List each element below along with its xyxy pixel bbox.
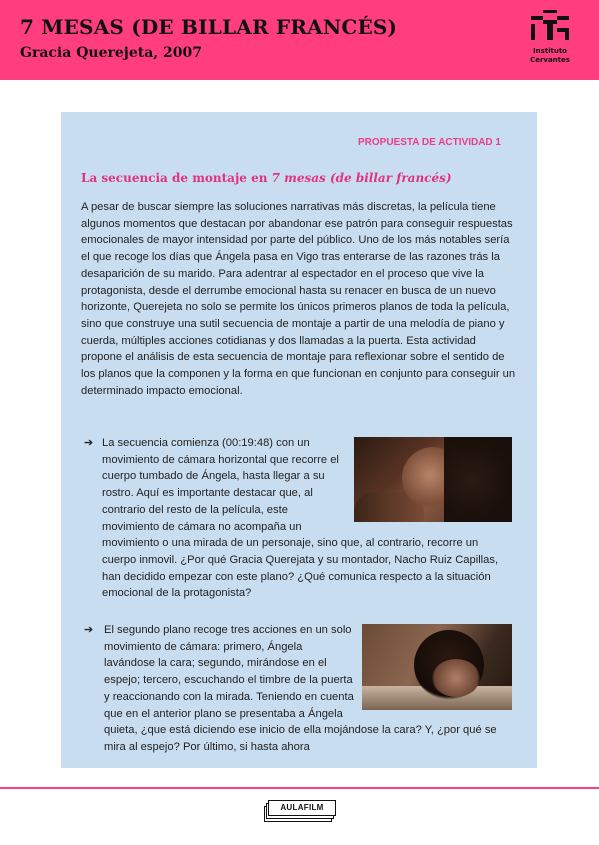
section-heading-prefix: La secuencia de montaje en [81,171,272,185]
section-heading-film-title: 7 mesas (de billar francés) [271,171,452,185]
activity-label: PROPUESTA DE ACTIVIDAD 1 [358,137,501,148]
arrow-bullet-icon: ➔ [84,437,94,449]
intro-paragraph: A pesar de buscar siempre las soluciones narrativas más discretas, la película tiene algunos momentos que destacan por abandonar ese patrón para conseguir respuestas emocionales de mayor intensidad por parte del público. Uno de los más notables sería el que recoge los días que Ángela pasa en Vigo tras enterarse de las razones trás la desaparición de su marido. Para adentrar al espectador en el proceso que vive la protagonista, desde el derrumbe emocional hasta su renacer en busca de un nuevo horizonte, Querejeta no solo se permite los únicos primeros planos de toda la película, sino que construye una sutil secuencia de montaje a partir de una melodía de piano y cuerda, múltiples acciones cotidianas y dos llamadas a la puerta. Esta actividad propone el análisis de esta secuencia de montaje para reflexionar sobre el sentido de los planos que la componen y la forma en que funcionan en conjunto para conseguir un determinado impacto emocional. [81,201,516,397]
list-item [84,435,512,602]
instituto-cervantes-logo [515,10,585,70]
bullet-body [104,622,512,756]
film-director-year: Gracia Querejeta, 2007 [20,45,202,61]
film-still-angela-washing-face [362,624,512,710]
footer-divider [0,787,599,789]
film-title: 7 MESAS (DE BILLAR FRANCÉS) [20,15,398,39]
aulafilm-logo-text: AULAFILM [268,800,336,816]
arrow-bullet-icon: ➔ [84,624,94,636]
page-header [0,0,599,80]
bullet-body [102,435,512,602]
bullet-text: La secuencia comienza (00:19:48) con un movimiento de cámara horizontal que recorre el cuerpo tumbado de Ángela, hasta llegar a su rostro. Aquí es importante destacar que, al contrario del resto de la película, este movimiento de cámara no acompaña un movimiento o una mirada de un personaje, sino que, al contrario, recorre un cuerpo inmovil. ¿Por qué Gracia Querejata y su montador, Nacho Ruiz Capillas, han decidido empezar con este plano? ¿Qué comunica respecto a la situación emocional de la protagonista? [102,437,499,600]
section-heading [81,171,452,185]
bullet-text: El segundo plano recoge tres acciones en un solo movimiento de cámara: primero, Ángela lavándose la cara; segundo, mirándose en el espejo; tercero, escuchando el timbre de la puerta y reaccionando con la mirada. Teniendo en cuenta que en el anterior plano se presentaba a Ángela quieta, ¿que está diciendo ese inicio de ella mojándose la cara? Y, ¿por qué se mira al espejo? Por último, si hasta ahora [104,624,497,753]
aulafilm-logo [264,800,336,822]
logo-text-instituto: Instituto [533,47,567,55]
cervantes-mark-icon [527,10,573,42]
logo-text-cervantes: Cervantes [530,56,570,64]
activity-panel [61,112,537,768]
film-still-angela-lying [354,437,512,522]
list-item [84,622,512,756]
